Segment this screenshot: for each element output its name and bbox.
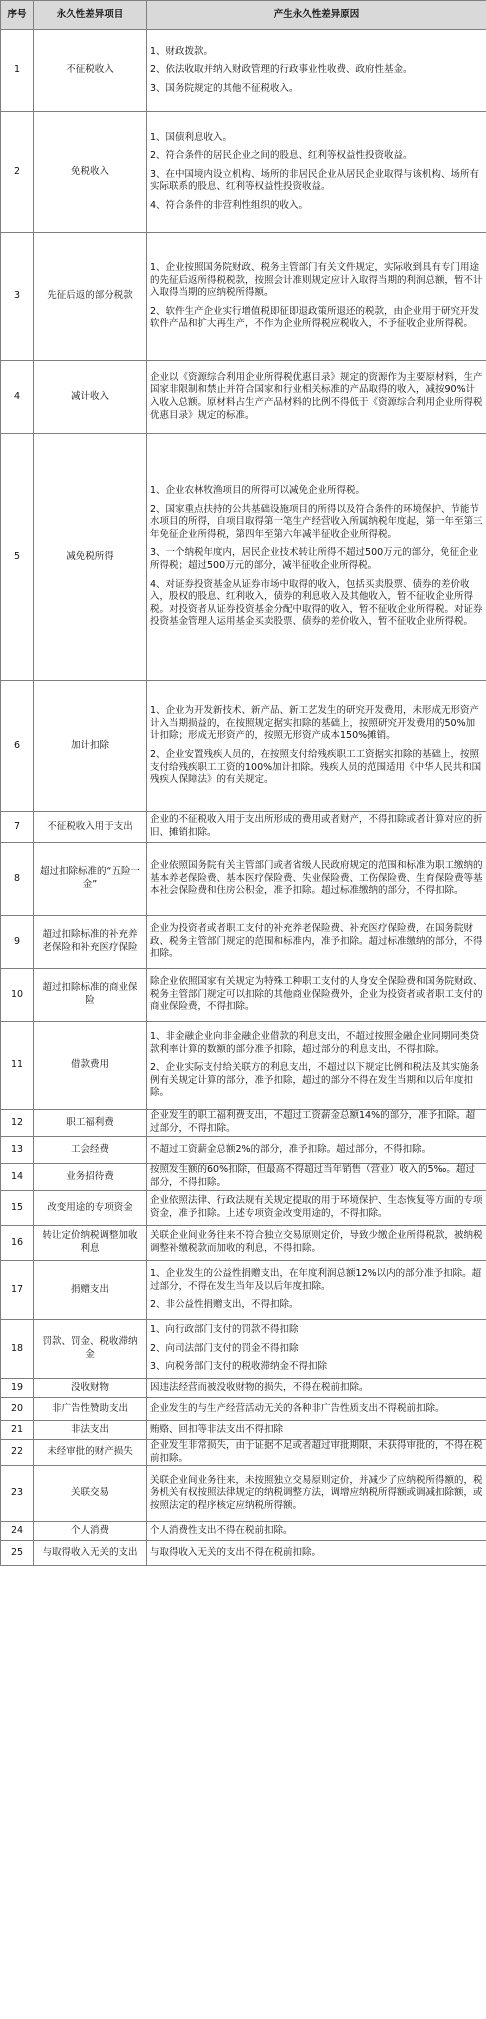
row-reason (147, 812, 486, 843)
row-reason (147, 1226, 486, 1261)
table-row (1, 1440, 486, 1466)
row-number: 1 (1, 30, 34, 112)
reason-paragraph: 企业依照法律、行政法规有关规定提取的用于环境保护、生态恢复等方面的专项资金，准予扣除。上述专项资金改变用途的，不得扣除。 (150, 1195, 483, 1219)
row-number: 24 (1, 1522, 34, 1541)
row-reason (147, 681, 486, 812)
row-item: 加计扣除 (34, 681, 147, 812)
reason-paragraph: 1、非金融企业向非金融企业借款的利息支出，不超过按照金融企业同期同类贷款利率计算的数额的部分准予扣除，超过部分的利息支出，不得扣除。 (150, 1031, 480, 1055)
row-reason (147, 1379, 486, 1398)
row-item: 改变用途的专项资金 (34, 1191, 147, 1226)
row-item: 非法支出 (34, 1421, 147, 1440)
row-item: 没收财物 (34, 1379, 147, 1398)
row-item: 免税收入 (34, 112, 147, 233)
table-row (1, 812, 486, 843)
row-reason (147, 916, 486, 969)
reason-paragraph: 企业以《资源综合利用企业所得税优惠目录》规定的资源作为主要原材料，生产国家非限制和禁止并符合国家和行业相关标准的产品取得的收入，减按90%计入收入总额。原材料占生产产品材料的比例不得低于《资源综合利用企业所得税优惠目录》规定的标准。 (150, 371, 483, 421)
reason-paragraph: 企业为投资者或者职工支付的补充养老保险费、补充医疗保险费，在国务院财政、税务主管部门规定的范围和标准内，准予扣除。超过标准缴纳的部分，不得扣除。 (150, 923, 483, 960)
table-row (1, 681, 486, 812)
reason-paragraph: 不超过工资薪金总额2%的部分，准予扣除。超过部分，不得扣除。 (150, 1143, 432, 1155)
table-row (1, 1022, 486, 1110)
row-reason (147, 843, 486, 916)
row-number: 14 (1, 1164, 34, 1191)
reason-paragraph: 2、软件生产企业实行增值税即征即退政策所退还的税款，由企业用于研究开发软件产品和扩大再生产，不作为企业所得税应税收入，不予征收企业所得税。 (150, 305, 480, 330)
row-item: 未经审批的财产损失 (34, 1440, 147, 1466)
row-reason (147, 112, 486, 233)
reason-paragraph: 3、向税务部门支付的税收滞纳金不得扣除 (150, 1361, 328, 1373)
reason-paragraph: 4、符合条件的非营利性组织的收入。 (150, 199, 309, 211)
reason-paragraph: 关联企业间业务往来，未按照独立交易原则定价，并减少了应纳税所得额的，税务机关有权按照法律规定的纳税调整方法，调增应纳税所得额或调减扣除额，或按照法定的程序核定应纳税所得额。 (150, 1474, 483, 1511)
table-row (1, 916, 486, 969)
row-number: 4 (1, 361, 34, 434)
row-reason (147, 361, 486, 434)
row-number: 21 (1, 1421, 34, 1440)
table-row (1, 30, 486, 112)
reason-paragraph: 1、企业为开发新技术、新产品、新工艺发生的研究开发费用，未形成无形资产计入当期损益的，在按照规定据实扣除的基础上，按照研究开发费用的50%加计扣除；形成无形资产的，按照无形资产成本150%摊销。 (150, 705, 480, 742)
reason-paragraph: 3、一个纳税年度内，居民企业技术转让所得不超过500万元的部分，免征企业所得税；超过500万元的部分，减半征收企业所得税。 (150, 547, 479, 571)
reason-paragraph: 4、对证券投资基金从证券市场中取得的收入，包括买卖股票、债券的差价收入，股权的股息、红利收入，债券的利息收入及其他收入，暂不征收企业所得税。对投资者从证券投资基金分配中取得的收入，暂不征收企业所得税。对证券投资基金管理人运用基金买卖股票、债券的差价收入，暂不征收企业所得税。 (150, 578, 483, 628)
reason-paragraph: 3、国务院规定的其他不征税收入。 (150, 82, 299, 94)
row-reason (147, 1522, 486, 1541)
row-reason (147, 1398, 486, 1421)
reason-paragraph: 1、企业按照国务院财政、税务主管部门有关文件规定，实际收到具有专门用途的先征后返所得税税款，按照会计准则规定应计入取得当期的利润总额，暂不计入取得当期的应纳税所得额。 (150, 262, 483, 299)
row-item: 不征税收入 (34, 30, 147, 112)
table-row (1, 1191, 486, 1226)
reason-paragraph: 2、符合条件的居民企业之间的股息、红利等权益性投资收益。 (150, 150, 413, 162)
reason-paragraph: 因违法经营而被没收财物的损失，不得在税前扣除。 (150, 1381, 369, 1393)
row-number: 18 (1, 1320, 34, 1379)
reason-paragraph: 贿赂、回扣等非法支出不得扣除 (150, 1423, 284, 1435)
row-number: 2 (1, 112, 34, 233)
table-row (1, 1226, 486, 1261)
reason-paragraph: 2、国家重点扶持的公共基础设施项目的所得以及符合条件的环境保护、节能节水项目的所得，自项目取得第一笔生产经营收入所属纳税年度起，第一年至第三年免征企业所得税，第四年至第六年减半征收企业所得税。 (150, 503, 483, 540)
row-reason (147, 233, 486, 361)
row-item: 减免税所得 (34, 434, 147, 681)
table-row (1, 1164, 486, 1191)
row-reason (147, 969, 486, 1022)
row-reason (147, 1137, 486, 1164)
table-row (1, 843, 486, 916)
reason-paragraph: 1、向行政部门支付的罚款不得扣除 (150, 1324, 299, 1336)
table-row (1, 1421, 486, 1440)
reason-paragraph: 3、在中国境内设立机构、场所的非居民企业从居民企业取得与该机构、场所有实际联系的股息、红利等权益性投资收益。 (150, 168, 480, 193)
row-item: 罚款、罚金、税收滞纳金 (34, 1320, 147, 1379)
row-reason (147, 1191, 486, 1226)
table-row (1, 1541, 486, 1566)
row-number: 5 (1, 434, 34, 681)
reason-paragraph: 企业的不征税收入用于支出所形成的费用或者财产，不得扣除或者计算对应的折旧、摊销扣除。 (150, 814, 483, 838)
row-number: 3 (1, 233, 34, 361)
table-row (1, 969, 486, 1022)
table-row (1, 112, 486, 233)
row-number: 11 (1, 1022, 34, 1110)
row-item: 捐赠支出 (34, 1261, 147, 1320)
table-row (1, 233, 486, 361)
row-reason (147, 1022, 486, 1110)
reason-paragraph: 与取得收入无关的支出不得在税前扣除。 (150, 1546, 322, 1558)
row-number: 9 (1, 916, 34, 969)
reason-paragraph: 1、国债利息收入。 (150, 131, 233, 143)
table-row (1, 1110, 486, 1137)
reason-paragraph: 2、依法收取并纳入财政管理的行政事业性收费、政府性基金。 (150, 64, 413, 76)
header-reason: 产生永久性差异原因 (147, 1, 486, 30)
row-item: 不征税收入用于支出 (34, 812, 147, 843)
table-row (1, 1466, 486, 1522)
reason-paragraph: 2、非公益性捐赠支出，不得扣除。 (150, 1299, 299, 1311)
row-reason (147, 1110, 486, 1137)
header-item: 永久性差异项目 (34, 1, 147, 30)
reason-paragraph: 企业发生的职工福利费支出，不超过工资薪金总额14%的部分，准予扣除。超过部分，不得扣除。 (150, 1110, 476, 1134)
row-number: 7 (1, 812, 34, 843)
row-number: 23 (1, 1466, 34, 1522)
row-reason (147, 434, 486, 681)
row-item: 职工福利费 (34, 1110, 147, 1137)
row-number: 12 (1, 1110, 34, 1137)
reason-paragraph: 企业依照国务院有关主管部门或者省级人民政府规定的范围和标准为职工缴纳的基本养老保险费、基本医疗保险费、失业保险费、工伤保险费、生育保险费等基本社会保险费和住房公积金，准予扣除。超过标准缴纳的部分，不得扣除。 (150, 860, 483, 897)
reason-paragraph: 关联企业间业务往来不符合独立交易原则定价，导致少缴企业所得税款，被纳税调整补缴税款而加收的利息，不得扣除。 (150, 1230, 483, 1254)
reason-paragraph: 除企业依照国家有关规定为特殊工种职工支付的人身安全保险费和国务院财政、税务主管部门规定可以扣除的其他商业保险费外，企业为投资者或者职工支付的商业保险费，不得扣除。 (150, 976, 483, 1013)
row-item: 个人消费 (34, 1522, 147, 1541)
row-item: 非广告性赞助支出 (34, 1398, 147, 1421)
table-row (1, 361, 486, 434)
row-reason (147, 1466, 486, 1522)
reason-paragraph: 企业发生非常损失，由于证据不足或者超过审批期限，未获得审批的，不得在税前扣除。 (150, 1440, 483, 1464)
row-item: 先征后返的部分税款 (34, 233, 147, 361)
row-item: 减计收入 (34, 361, 147, 434)
row-number: 25 (1, 1541, 34, 1566)
row-number: 8 (1, 843, 34, 916)
table-row (1, 1320, 486, 1379)
row-number: 6 (1, 681, 34, 812)
table-row (1, 1398, 486, 1421)
row-number: 16 (1, 1226, 34, 1261)
row-item: 业务招待费 (34, 1164, 147, 1191)
row-reason (147, 1261, 486, 1320)
reason-paragraph: 按照发生额的60%扣除，但最高不得超过当年销售（营业）收入的5‰。超过部分，不得扣除。 (150, 1164, 475, 1188)
row-reason (147, 1440, 486, 1466)
reason-paragraph: 2、向司法部门支付的罚金不得扣除 (150, 1342, 299, 1354)
table-row (1, 1137, 486, 1164)
row-item: 工会经费 (34, 1137, 147, 1164)
table-header-row (1, 1, 486, 30)
reason-paragraph: 1、财政拨款。 (150, 45, 214, 57)
row-reason (147, 1541, 486, 1566)
row-number: 15 (1, 1191, 34, 1226)
header-number: 序号 (1, 1, 34, 30)
row-item: 超过扣除标准的“五险一金” (34, 843, 147, 916)
row-reason (147, 1421, 486, 1440)
row-item: 借款费用 (34, 1022, 147, 1110)
row-reason (147, 1320, 486, 1379)
row-number: 17 (1, 1261, 34, 1320)
table-row (1, 1379, 486, 1398)
table-body (1, 30, 486, 1566)
table-row (1, 434, 486, 681)
reason-paragraph: 2、企业安置残疾人员的，在按照支付给残疾职工工资据实扣除的基础上，按照支付给残疾职工工资的100%加计扣除。残疾人员的范围适用《中华人民共和国残疾人保障法》的有关规定。 (150, 749, 482, 786)
row-number: 13 (1, 1137, 34, 1164)
row-reason (147, 30, 486, 112)
row-number: 19 (1, 1379, 34, 1398)
row-item: 转让定价纳税调整加收利息 (34, 1226, 147, 1261)
row-item: 超过扣除标准的补充养老保险和补充医疗保险 (34, 916, 147, 969)
reason-paragraph: 个人消费性支出不得在税前扣除。 (150, 1524, 293, 1536)
row-reason (147, 1164, 486, 1191)
table-row (1, 1261, 486, 1320)
reason-paragraph: 企业发生的与生产经营活动无关的各种非广告性质支出不得税前扣除。 (150, 1402, 445, 1414)
row-number: 10 (1, 969, 34, 1022)
row-item: 关联交易 (34, 1466, 147, 1522)
row-item: 超过扣除标准的商业保险 (34, 969, 147, 1022)
reason-paragraph: 2、企业实际支付给关联方的利息支出，不超过以下规定比例和税法及其实施条例有关规定计算的部分，准予扣除，超过的部分不得在发生当期和以后年度扣除。 (150, 1062, 480, 1099)
row-number: 22 (1, 1440, 34, 1466)
reason-paragraph: 1、企业发生的公益性捐赠支出，在年度利润总额12%以内的部分准予扣除。超过部分，不得在发生当年及以后年度扣除。 (150, 1268, 482, 1292)
row-number: 20 (1, 1398, 34, 1421)
row-item: 与取得收入无关的支出 (34, 1541, 147, 1566)
table-row (1, 1522, 486, 1541)
reason-paragraph: 1、企业农林牧渔项目的所得可以减免企业所得税。 (150, 485, 366, 497)
